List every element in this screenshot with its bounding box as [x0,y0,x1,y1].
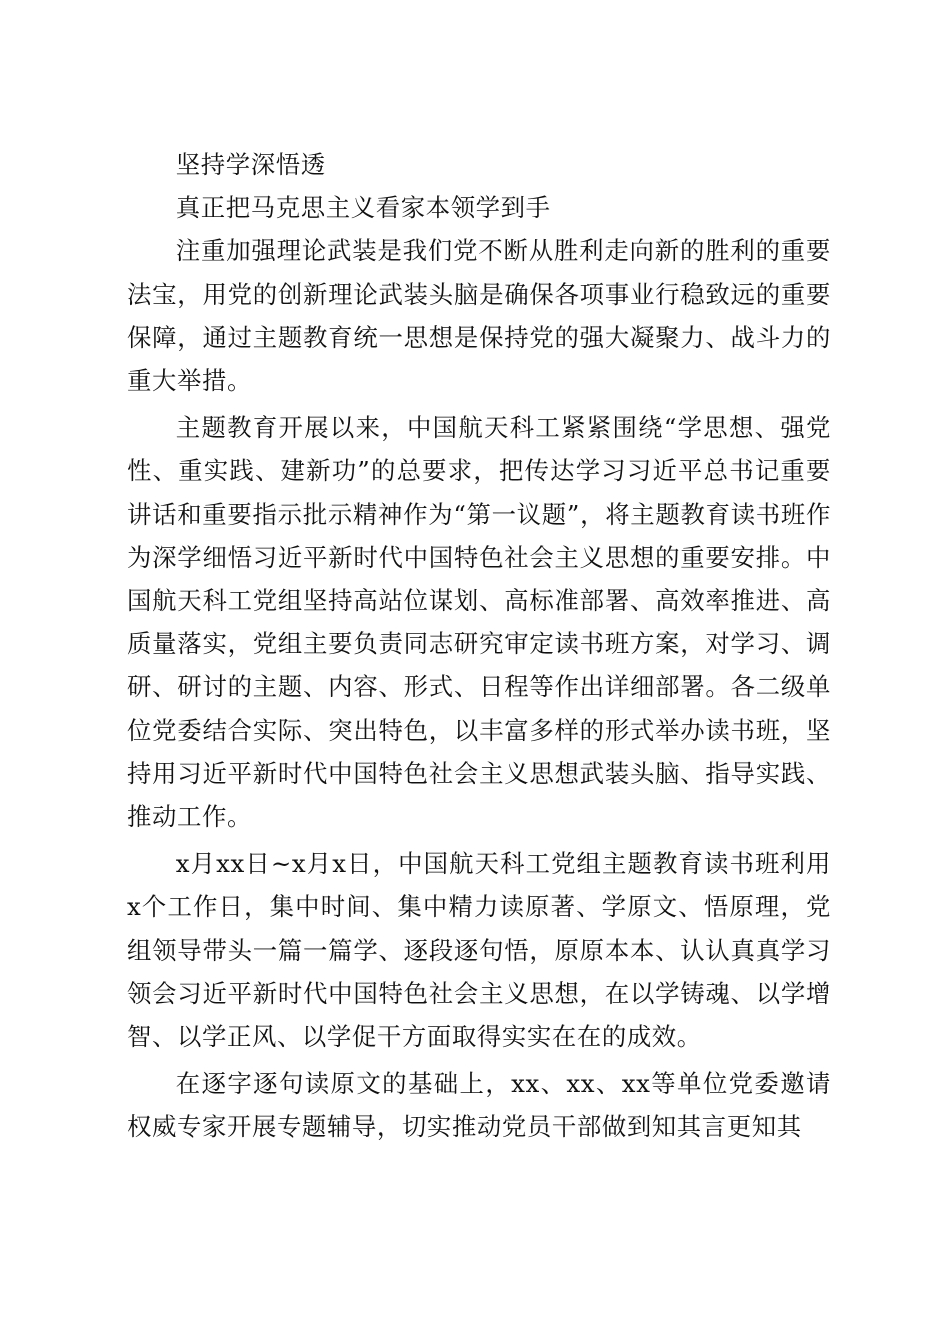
paragraph-3: x月xx日~x月x日，中国航天科工党组主题教育读书班利用x个工作日，集中时间、集中精力读原著、学原文、悟原理，党组领导带头一篇一篇学、逐段逐句悟，原原本本、认认真真学习领会习近平新时代中国特色社会主义思想，在以学铸魂、以学增智、以学正风、以学促干方面取得实实在在的成效。 [127,849,831,1052]
paragraph-1: 注重加强理论武装是我们党不断从胜利走向新的胜利的重要法宝，用党的创新理论武装头脑是确保各项事业行稳致远的重要保障，通过主题教育统一思想是保持党的强大凝聚力、战斗力的重大举措。 [127,236,831,396]
heading-line-2: 真正把马克思主义看家本领学到手 [175,193,551,223]
paragraph-2: 主题教育开展以来，中国航天科工紧紧围绕“学思想、强党性、重实践、建新功”的总要求，把传达学习习近平总书记重要讲话和重要指示批示精神作为“第一议题”，将主题教育读书班作为深学细悟习近平新时代中国特色社会主义思想的重要安排。中国航天科工党组坚持高站位谋划、高标准部署、高效率推进、高质量落实，党组主要负责同志研究审定读书班方案，对学习、调研、研讨的主题、内容、形式、日程等作出详细部署。各二级单位党委结合实际、突出特色，以丰富多样的形式举办读书班，坚持用习近平新时代中国特色社会主义思想武装头脑、指导实践、推动工作。 [127,413,831,832]
heading-line-1: 坚持学深悟透 [175,150,326,179]
paragraph-4: 在逐字逐句读原文的基础上，xx、xx、xx等单位党委邀请权威专家开展专题辅导，切实推动党员干部做到知其言更知其 [127,1069,831,1142]
document-body [127,143,831,1149]
